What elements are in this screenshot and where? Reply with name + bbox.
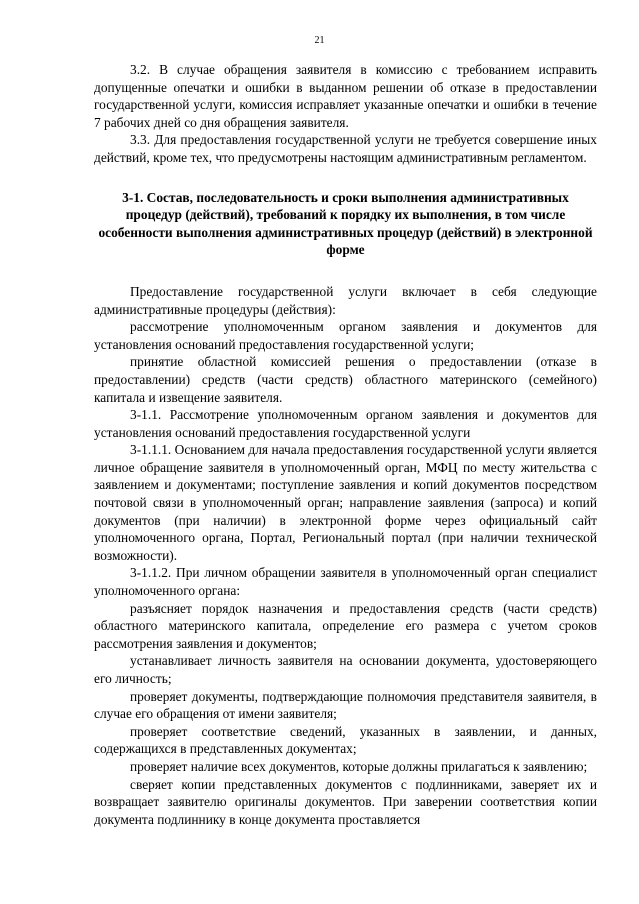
paragraph: 3-1.1.2. При личном обращении заявителя в уполномоченный орган специалист уполномоченного органа:	[94, 565, 597, 599]
paragraph: 3-1.1. Рассмотрение уполномоченным органом заявления и документов для установления оснований предоставления государственной услуги	[94, 407, 597, 440]
document-body	[94, 61, 597, 828]
page-number: 21	[314, 35, 325, 46]
paragraph: 3.3. Для предоставления государственной услуги не требуется совершение иных действий, кроме тех, что предусмотрены настоящим административным регламентом.	[94, 132, 597, 165]
paragraph: проверяет документы, подтверждающие полномочия представителя заявителя, в случае его обращения от имени заявителя;	[94, 688, 597, 722]
paragraph: сверяет копии представленных документов с подлинниками, заверяет их и возвращает заявителю оригиналы документов. При заверении соответствия копии документа подлиннику в конце документа проставляется	[94, 776, 597, 827]
paragraph: рассмотрение уполномоченным органом заявления и документов для установления оснований предоставления государственной услуги;	[94, 319, 597, 352]
paragraph: устанавливает личность заявителя на основании документа, удостоверяющего его личность;	[94, 653, 597, 686]
paragraph: проверяет соответствие сведений, указанных в заявлении, и данных, содержащихся в представленных документах;	[94, 723, 597, 757]
paragraph: 3.2. В случае обращения заявителя в комиссию с требованием исправить допущенные опечатки и ошибки в выданном решении об отказе в предоставлении государственной услуги, комиссия исправляет указанные опечатки и ошибки в течение 7 рабочих дней со дня обращения заявителя.	[94, 62, 597, 130]
section-heading: 3-1. Состав, последовательность и сроки выполнения административных процедур (действий), требований к порядку их выполнения, в том числе особенности выполнения административных процедур (действий) в электронной форме	[98, 189, 593, 258]
paragraph: разъясняет порядок назначения и предоставления средств (части средств) областного материнского капитала, определение его размера с учетом сроков рассмотрения заявления и документов;	[94, 600, 597, 651]
paragraph: 3-1.1.1. Основанием для начала предоставления государственной услуги является личное обращение заявителя в уполномоченный орган, МФЦ по месту жительства с заявлением и документами; поступление заявления и копий документов посредством почтовой связи в уполномоченный орган; направление заявления (запроса) и копий документов (при наличии) в электронной форме через официальный сайт уполномоченного органа, Портал, Региональный портал (при наличии технической возможности).	[94, 442, 597, 563]
paragraph: проверяет наличие всех документов, которые должны прилагаться к заявлению;	[130, 758, 588, 774]
paragraph: Предоставление государственной услуги включает в себя следующие административные процедуры (действия):	[94, 283, 597, 317]
paragraph: принятие областной комиссией решения о предоставлении (отказе в предоставлении) средств (части средств) областного материнского (семейного) капитала и извещение заявителя.	[94, 354, 597, 405]
